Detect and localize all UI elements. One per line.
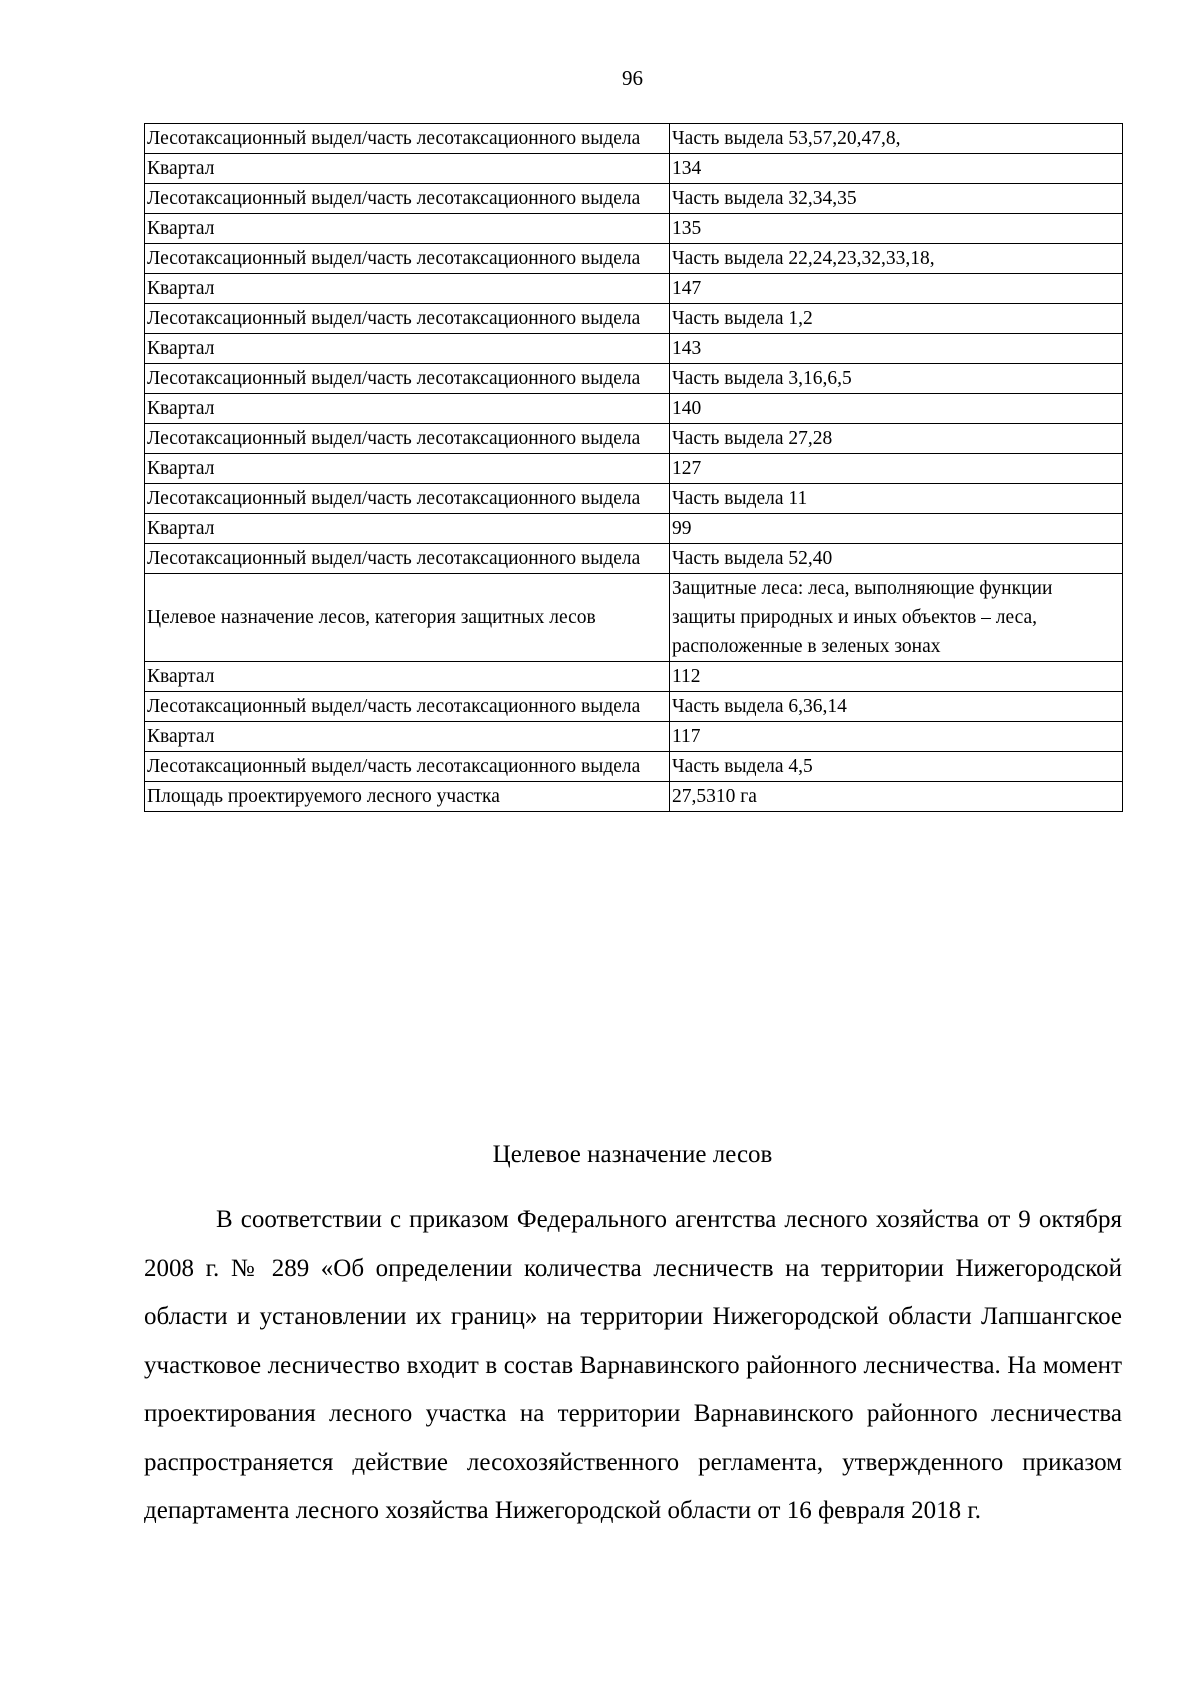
table-row <box>145 154 1123 184</box>
row-label: Целевое назначение лесов, категория защитных лесов <box>145 574 670 662</box>
row-label: Квартал <box>145 394 670 424</box>
table-row <box>145 692 1123 722</box>
row-label: Квартал <box>145 722 670 752</box>
table-row <box>145 544 1123 574</box>
table-row <box>145 662 1123 692</box>
table-row <box>145 364 1123 394</box>
row-label: Лесотаксационный выдел/часть лесотаксационного выдела <box>145 544 670 574</box>
row-value: 147 <box>670 274 1123 304</box>
table-row <box>145 782 1123 812</box>
table-row <box>145 244 1123 274</box>
row-value: 117 <box>670 722 1123 752</box>
table-row <box>145 214 1123 244</box>
row-label: Лесотаксационный выдел/часть лесотаксационного выдела <box>145 184 670 214</box>
section-heading: Целевое назначение лесов <box>492 1141 773 1168</box>
row-value: Часть выдела 11 <box>670 484 1123 514</box>
row-value: Часть выдела 53,57,20,47,8, <box>670 124 1123 154</box>
row-value: 99 <box>670 514 1123 544</box>
row-label: Лесотаксационный выдел/часть лесотаксационного выдела <box>145 424 670 454</box>
table-row <box>145 394 1123 424</box>
row-value: Часть выдела 32,34,35 <box>670 184 1123 214</box>
row-label: Квартал <box>145 514 670 544</box>
row-label: Лесотаксационный выдел/часть лесотаксационного выдела <box>145 304 670 334</box>
row-value: Часть выдела 52,40 <box>670 544 1123 574</box>
row-label: Лесотаксационный выдел/часть лесотаксационного выдела <box>145 124 670 154</box>
row-value: 127 <box>670 454 1123 484</box>
row-value: Часть выдела 4,5 <box>670 752 1123 782</box>
row-value: 140 <box>670 394 1123 424</box>
row-value: 135 <box>670 214 1123 244</box>
table-row <box>145 424 1123 454</box>
table-row <box>145 454 1123 484</box>
body-paragraph: В соответствии с приказом Федерального агентства лесного хозяйства от 9 октября 2008 г. № 289 «Об определении количества лесничеств на территории Нижегородской области и установлении их границ» на территории Нижегородской области Лапшангское участковое лесничество входит в состав Варнавинского районного лесничества. На момент проектирования лесного участка на территории Варнавинского районного лесничества распространяется действие лесохозяйственного регламента, утвержденного приказом департамента лесного хозяйства Нижегородской области от 16 февраля 2018 г. <box>144 1206 1122 1524</box>
row-label: Квартал <box>145 454 670 484</box>
table-row <box>145 334 1123 364</box>
row-label: Лесотаксационный выдел/часть лесотаксационного выдела <box>145 484 670 514</box>
row-label: Квартал <box>145 662 670 692</box>
table-row <box>145 722 1123 752</box>
row-value: Защитные леса: леса, выполняющие функции защиты природных и иных объектов – леса, расположенные в зеленых зонах <box>670 574 1123 662</box>
table-row <box>145 514 1123 544</box>
row-label: Лесотаксационный выдел/часть лесотаксационного выдела <box>145 692 670 722</box>
page-number: 96 <box>622 66 643 90</box>
row-label: Квартал <box>145 334 670 364</box>
row-label: Лесотаксационный выдел/часть лесотаксационного выдела <box>145 364 670 394</box>
row-label: Квартал <box>145 154 670 184</box>
row-value: 27,5310 га <box>670 782 1123 812</box>
row-value: Часть выдела 22,24,23,32,33,18, <box>670 244 1123 274</box>
row-value: Часть выдела 1,2 <box>670 304 1123 334</box>
row-value: 134 <box>670 154 1123 184</box>
row-label: Квартал <box>145 274 670 304</box>
row-value: Часть выдела 27,28 <box>670 424 1123 454</box>
table-row <box>145 484 1123 514</box>
row-value: 143 <box>670 334 1123 364</box>
row-label: Лесотаксационный выдел/часть лесотаксационного выдела <box>145 752 670 782</box>
row-value: Часть выдела 6,36,14 <box>670 692 1123 722</box>
row-label: Площадь проектируемого лесного участка <box>145 782 670 812</box>
table-row <box>145 752 1123 782</box>
table-row <box>145 574 1123 662</box>
table-row <box>145 304 1123 334</box>
row-label: Лесотаксационный выдел/часть лесотаксационного выдела <box>145 244 670 274</box>
table-row <box>145 124 1123 154</box>
row-value: 112 <box>670 662 1123 692</box>
row-label: Квартал <box>145 214 670 244</box>
table-row <box>145 184 1123 214</box>
row-value: Часть выдела 3,16,6,5 <box>670 364 1123 394</box>
table-row <box>145 274 1123 304</box>
forest-plot-table <box>144 123 1123 812</box>
